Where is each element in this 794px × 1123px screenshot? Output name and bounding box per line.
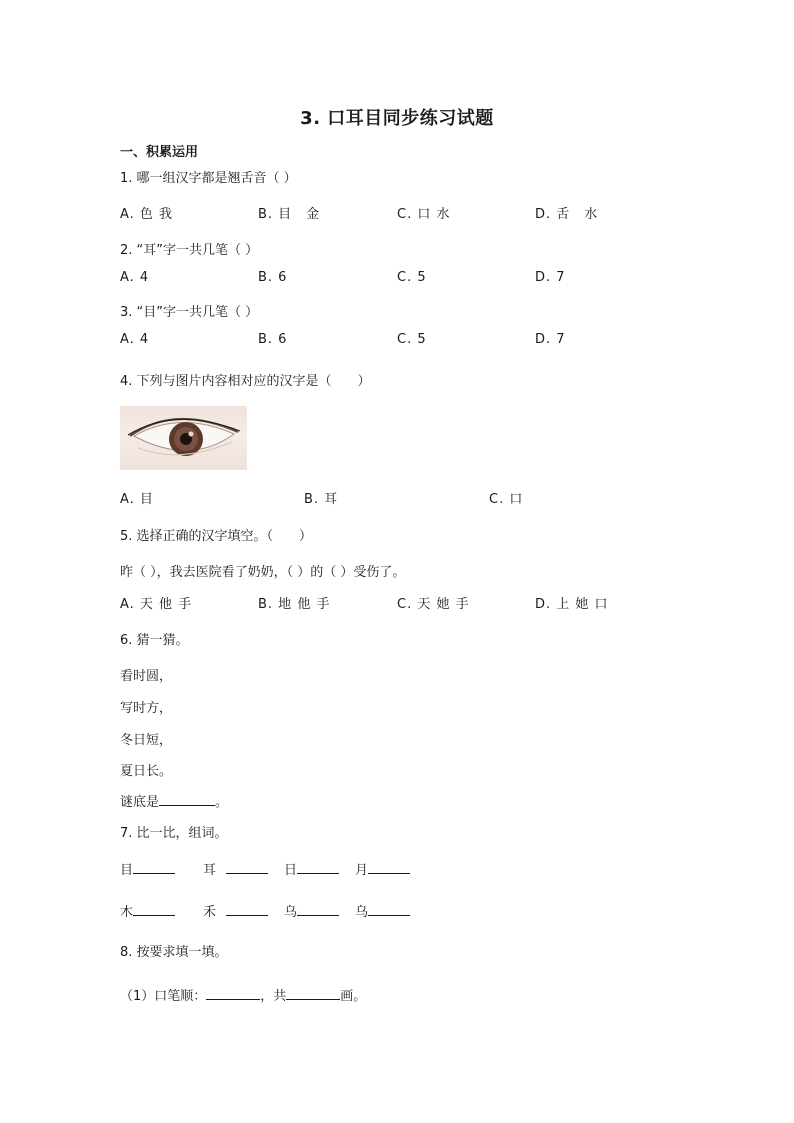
riddle-answer-end: 。 bbox=[215, 795, 229, 810]
riddle-line-3: 冬日短， bbox=[120, 733, 173, 748]
question-1-stem: 1. 哪一组汉字都是翘舌音（ ） bbox=[120, 171, 297, 186]
word-blank[interactable] bbox=[226, 903, 268, 916]
word-row-1 bbox=[120, 859, 410, 878]
stroke-order-label: （1）口笔顺： bbox=[120, 989, 207, 1004]
word-char: 耳 bbox=[203, 863, 217, 878]
word-blank[interactable] bbox=[133, 903, 175, 916]
eye-photo bbox=[120, 406, 247, 470]
riddle-line-1: 看时圆， bbox=[120, 669, 173, 684]
riddle-answer-blank[interactable] bbox=[159, 793, 215, 806]
question-3-stem: 3. “目”字一共几笔（ ） bbox=[120, 305, 259, 320]
q5-option-d[interactable]: D. 上 她 口 bbox=[535, 597, 609, 612]
page-title: 3. 口耳目同步练习试题 bbox=[300, 108, 494, 129]
q1-option-b[interactable]: B. 目 金 bbox=[258, 207, 321, 222]
q1-option-a[interactable]: A. 色 我 bbox=[120, 207, 174, 222]
q5-option-a[interactable]: A. 天 他 手 bbox=[120, 597, 193, 612]
word-char: 禾 bbox=[203, 905, 217, 920]
q1-option-d[interactable]: D. 舌 水 bbox=[535, 207, 599, 222]
question-5-stem: 5. 选择正确的汉字填空。（ ） bbox=[120, 529, 313, 544]
riddle-answer-label: 谜底是 bbox=[120, 795, 160, 810]
q3-option-a[interactable]: A. 4 bbox=[120, 332, 150, 347]
question-5-sentence: 昨（ ），我去医院看了奶奶，（ ）的（ ）受伤了。 bbox=[120, 565, 406, 580]
word-char: 木 bbox=[120, 905, 134, 920]
q4-option-a[interactable]: A. 目 bbox=[120, 492, 154, 507]
eye-icon bbox=[120, 406, 247, 470]
word-blank[interactable] bbox=[297, 903, 339, 916]
word-blank[interactable] bbox=[226, 861, 268, 874]
q3-option-b[interactable]: B. 6 bbox=[258, 332, 288, 347]
word-blank[interactable] bbox=[297, 861, 339, 874]
word-char: 日 bbox=[284, 863, 298, 878]
q4-option-b[interactable]: B. 耳 bbox=[304, 492, 339, 507]
q5-option-c[interactable]: C. 天 她 手 bbox=[397, 597, 470, 612]
stroke-count-blank[interactable] bbox=[286, 987, 340, 1000]
stroke-count-unit: 画。 bbox=[340, 989, 367, 1004]
q2-option-c[interactable]: C. 5 bbox=[397, 270, 427, 285]
stroke-count-label: ，共 bbox=[260, 989, 287, 1004]
q3-option-d[interactable]: D. 7 bbox=[535, 332, 566, 347]
word-char: 乌 bbox=[284, 905, 298, 920]
question-4-stem: 4. 下列与图片内容相对应的汉字是（ ） bbox=[120, 374, 371, 389]
question-2-stem: 2. “耳”字一共几笔（ ） bbox=[120, 243, 259, 258]
word-char: 乌 bbox=[355, 905, 369, 920]
question-6-stem: 6. 猜一猜。 bbox=[120, 633, 189, 648]
word-blank[interactable] bbox=[368, 903, 410, 916]
q4-option-c[interactable]: C. 口 bbox=[489, 492, 524, 507]
q2-option-b[interactable]: B. 6 bbox=[258, 270, 288, 285]
q3-option-c[interactable]: C. 5 bbox=[397, 332, 427, 347]
q5-option-b[interactable]: B. 地 他 手 bbox=[258, 597, 331, 612]
stroke-order-blank[interactable] bbox=[206, 987, 260, 1000]
riddle-line-4: 夏日长。 bbox=[120, 764, 173, 779]
question-8-part-1 bbox=[120, 985, 366, 1004]
riddle-answer-line bbox=[120, 791, 228, 810]
question-7-stem: 7. 比一比，组词。 bbox=[120, 826, 228, 841]
word-row-2 bbox=[120, 901, 410, 920]
word-char: 目 bbox=[120, 863, 134, 878]
word-blank[interactable] bbox=[368, 861, 410, 874]
q2-option-a[interactable]: A. 4 bbox=[120, 270, 150, 285]
question-8-stem: 8. 按要求填一填。 bbox=[120, 945, 228, 960]
q2-option-d[interactable]: D. 7 bbox=[535, 270, 566, 285]
q1-option-c[interactable]: C. 口 水 bbox=[397, 207, 451, 222]
section-heading: 一、积累运用 bbox=[120, 145, 199, 160]
word-char: 月 bbox=[355, 863, 369, 878]
word-blank[interactable] bbox=[133, 861, 175, 874]
riddle-line-2: 写时方， bbox=[120, 701, 173, 716]
